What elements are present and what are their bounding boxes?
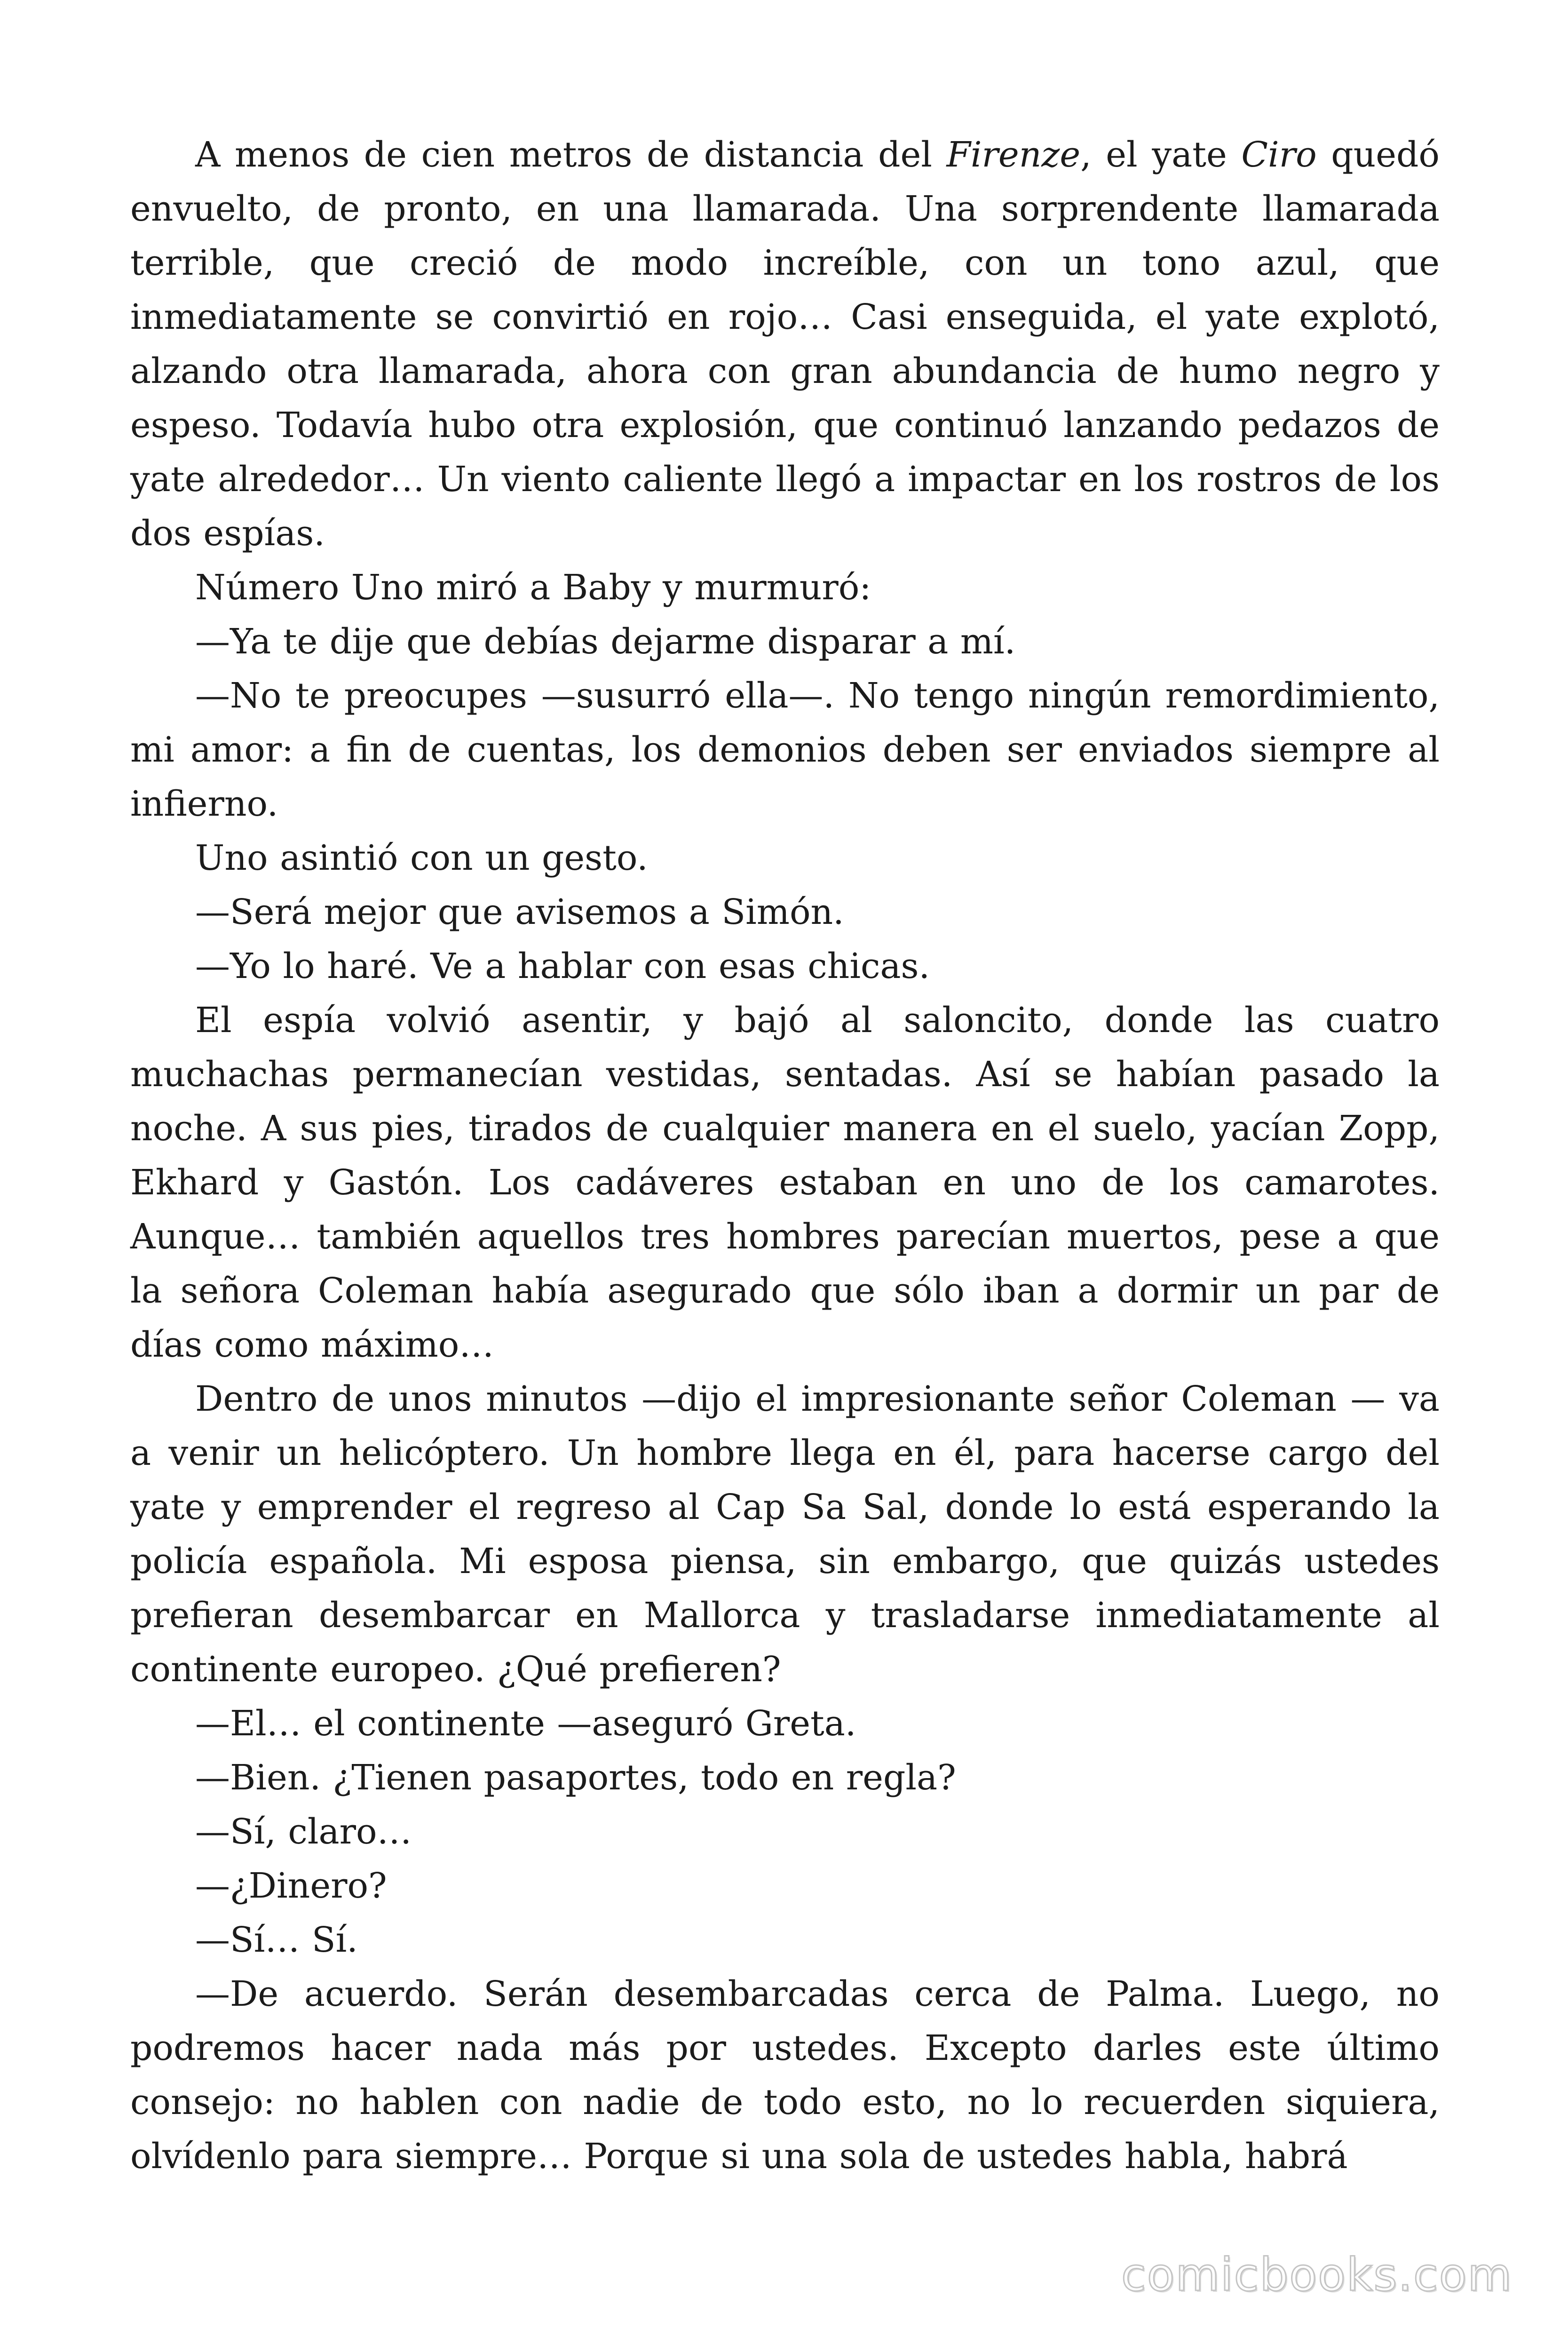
paragraph — [130, 615, 1440, 669]
text-segment: quedó envuelto, de pronto, en una llamarada. Una sorprendente llamarada terrible, que creció de modo increíble, con un tono azul, que inmediatamente se convirtió en rojo… Casi enseguida, el yate explotó, alzando otra llamarada, ahora con gran abundancia de humo negro y espeso. Todavía hubo otra explosión, que continuó lanzando pedazos de yate alrededor… Un viento caliente llegó a impactar en los rostros de los dos espías. — [130, 135, 1440, 554]
text-segment: Uno asintió con un gesto. — [195, 838, 648, 878]
paragraph — [130, 993, 1440, 1372]
paragraph — [130, 1697, 1440, 1751]
paragraph — [130, 1859, 1440, 1913]
text-segment: —Yo lo haré. Ve a hablar con esas chicas. — [195, 946, 930, 986]
text-segment: —No te preocupes —susurró ella—. No tengo ningún remordimiento, mi amor: a fin de cuentas, los demonios deben ser enviados siempre al infierno. — [130, 675, 1440, 824]
paragraph — [130, 939, 1440, 993]
italic-text: Ciro — [1241, 135, 1317, 175]
text-segment: Número Uno miró a Baby y murmuró: — [195, 567, 871, 608]
paragraph — [130, 128, 1440, 561]
paragraph — [130, 1913, 1440, 1967]
paragraph — [130, 885, 1440, 939]
paragraph — [130, 1967, 1440, 2184]
paragraph — [130, 1751, 1440, 1805]
paragraph — [130, 1805, 1440, 1859]
text-segment: , el yate — [1080, 135, 1242, 175]
paragraph — [130, 1372, 1440, 1697]
watermark-text: comicbooks.com — [1121, 2249, 1513, 2301]
text-segment: —El… el continente —aseguró Greta. — [195, 1703, 856, 1744]
text-segment: A menos de cien metros de distancia del — [195, 135, 947, 175]
paragraph — [130, 831, 1440, 885]
text-segment: —¿Dinero? — [195, 1866, 387, 1906]
text-segment: El espía volvió asentir, y bajó al saloncito, donde las cuatro muchachas permanecían vestidas, sentadas. Así se habían pasado la noche. A sus pies, tirados de cualquier manera en el suelo, yacían Zopp, Ekhard y Gastón. Los cadáveres estaban en uno de los camarotes. Aunque… también aquellos tres hombres parecían muertos, pese a que la señora Coleman había asegurado que sólo iban a dormir un par de días como máximo… — [130, 1000, 1440, 1365]
text-segment: —De acuerdo. Serán desembarcadas cerca de Palma. Luego, no podremos hacer nada más por ustedes. Excepto darles este último consejo: no hablen con nadie de todo esto, no lo recuerden siquiera, olvídenlo para siempre… Porque si una sola de ustedes habla, habrá — [130, 1974, 1440, 2177]
page-body — [130, 128, 1440, 2184]
text-segment: —Ya te dije que debías dejarme disparar a mí. — [195, 621, 1016, 662]
text-segment: —Será mejor que avisemos a Simón. — [195, 892, 844, 932]
italic-text: Firenze — [946, 135, 1081, 175]
text-segment: Dentro de unos minutos —dijo el impresionante señor Coleman — va a venir un helicóptero. Un hombre llega en él, para hacerse cargo del yate y emprender el regreso al Cap Sa Sal, donde lo está esperando la policía española. Mi esposa piensa, sin embargo, que quizás ustedes prefieran desembarcar en Mallorca y trasladarse inmediatamente al continente europeo. ¿Qué prefieren? — [130, 1379, 1440, 1690]
paragraph — [130, 669, 1440, 831]
text-segment: —Sí, claro… — [195, 1812, 412, 1852]
paragraph — [130, 561, 1440, 615]
text-segment: —Sí… Sí. — [195, 1920, 358, 1960]
text-segment: —Bien. ¿Tienen pasaportes, todo en regla? — [195, 1757, 956, 1798]
